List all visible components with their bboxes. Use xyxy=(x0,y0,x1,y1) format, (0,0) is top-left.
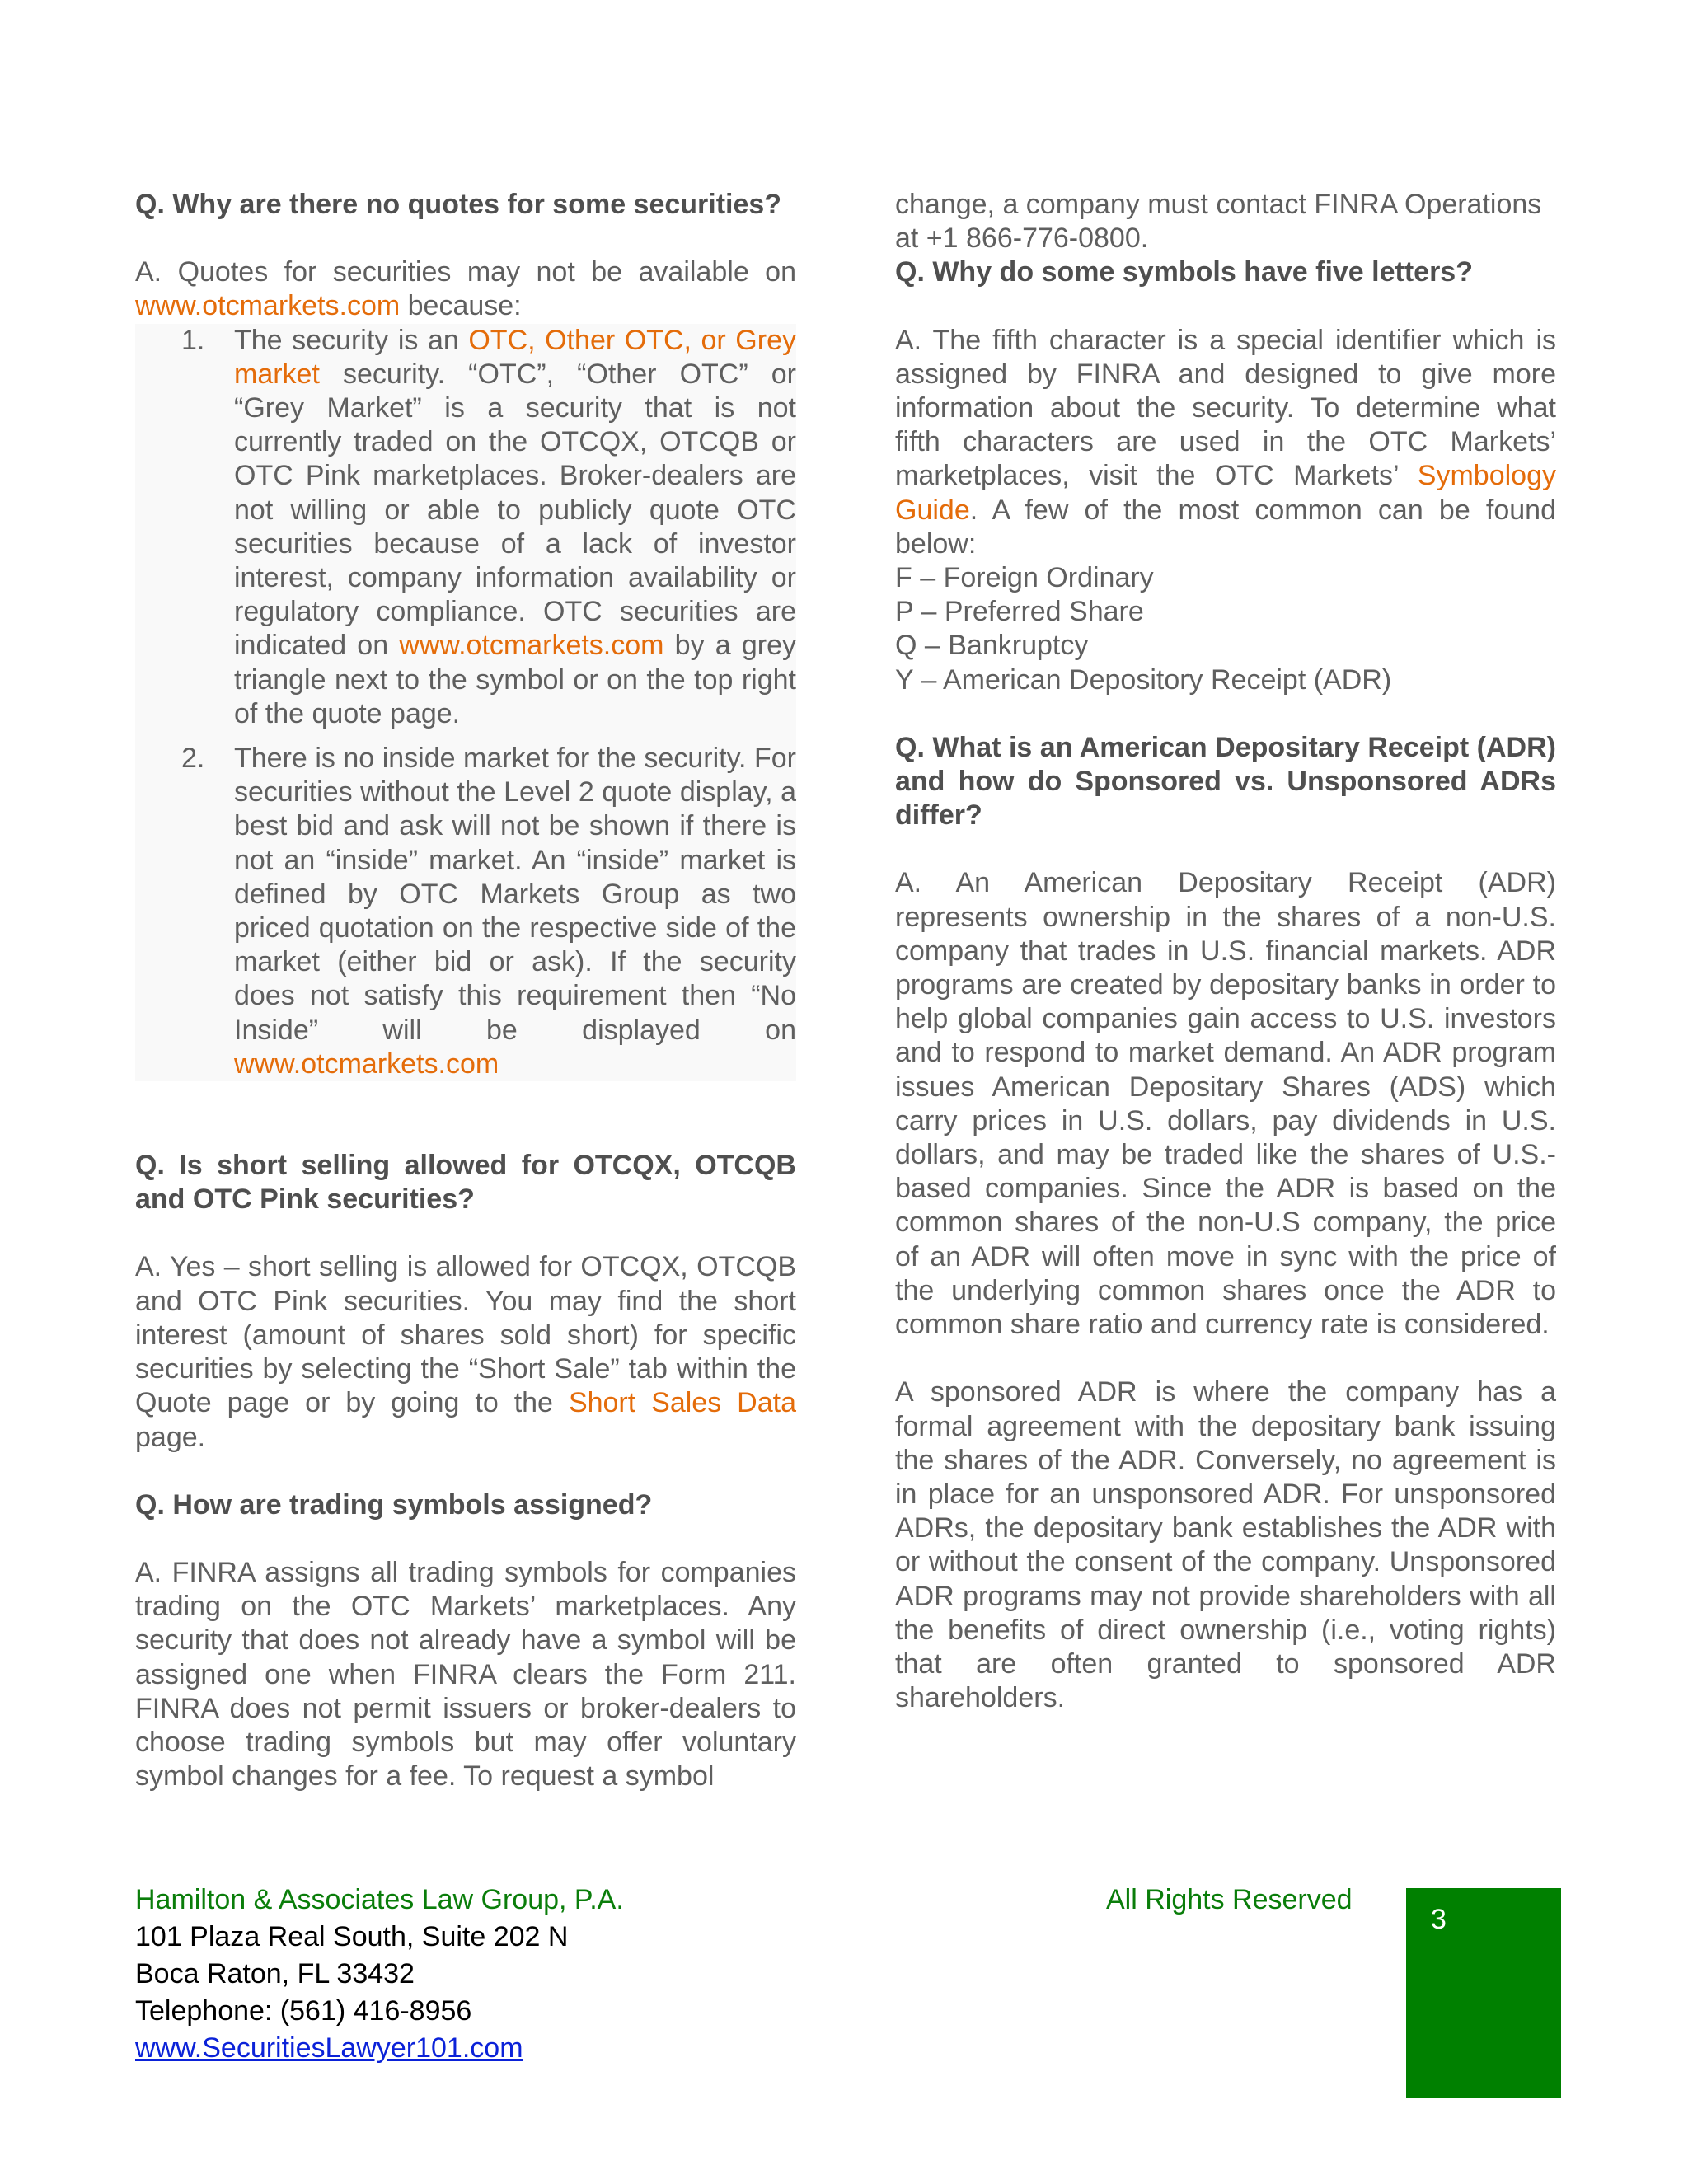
list-item: 1. The security is an OTC, Other OTC, or Grey market security. “OTC”, “Other OTC” or “Grey Market” is a security that is not currently traded on the OTCQX, OTCQB or OTC Pink marketplaces. Broker-dealers are not willing or able to publicly quote OTC securities because of a lack of investor interest, company information availability or regulatory compliance. OTC securities are indicated on www.otcmarkets.com by a grey triangle next to the symbol or on the top right of the quote page. xyxy=(181,324,796,729)
question-adr: Q. What is an American Depositary Receipt (ADR) and how do Sponsored vs. Unsponsored ADRs differ? xyxy=(895,731,1556,832)
answer-trading-symbols-continued: change, a company must contact FINRA Operations at +1 866-776-0800. xyxy=(895,189,1542,255)
list-number: 2. xyxy=(181,743,205,775)
website-link[interactable]: www.SecuritiesLawyer101.com xyxy=(135,2032,523,2064)
left-column xyxy=(135,188,796,1793)
answer-short-selling: A. Yes – short selling is allowed for OTCQX, OTCQB and OTC Pink securities. You may find the short interest (amount of shares sold short) for specific securities by selecting the “Short Sale” tab within the Quote page or by going to the Short Sales Data page. xyxy=(135,1251,796,1453)
short-sales-data-link[interactable]: Short Sales Data xyxy=(568,1387,796,1419)
code-item: P – Preferred Share xyxy=(895,596,1144,628)
answer-five-letters: A. The fifth character is a special identifier which is assigned by FINRA and designed to give more information about the security. To determine what fifth characters are used in the OTC Markets’ marketplaces, visit the OTC Markets’ Symbology Guide. A few of the most common can be found below: xyxy=(895,324,1556,560)
telephone: Telephone: (561) 416-8956 xyxy=(135,1995,472,2027)
code-item: Q – Bankruptcy xyxy=(895,630,1089,662)
otc-grey-market-link[interactable]: OTC, Other OTC, or Grey market xyxy=(234,324,796,390)
code-item: F – Foreign Ordinary xyxy=(895,562,1154,594)
otcmarkets-link[interactable]: www.otcmarkets.com xyxy=(399,630,664,662)
address-line-2: Boca Raton, FL 33432 xyxy=(135,1958,415,1990)
answer-adr-paragraph-1: A. An American Depositary Receipt (ADR) represents ownership in the shares of a non-U.S. company that trades in U.S. financial markets. ADR programs are created by depositary banks in order to help global companies gain access to U.S. investors and to respond to market demand. An ADR program issues American Depositary Shares (ADS) which carry prices in U.S. dollars, pay dividends in U.S. dollars, and may be traded like the shares of U.S.-based companies. Since the ADR is based on the common shares of the non-U.S company, the price of an ADR will often move in sync with the price of the underlying common shares once the ADR to common share ratio and currency rate is considered. xyxy=(895,867,1556,1341)
page-number-box xyxy=(1406,1888,1561,2098)
symbology-guide-link[interactable]: Symbology Guide xyxy=(895,460,1556,526)
otcmarkets-link[interactable]: www.otcmarkets.com xyxy=(135,290,401,322)
page-number: 3 xyxy=(1431,1904,1447,1935)
answer-trading-symbols: A. FINRA assigns all trading symbols for companies trading on the OTC Markets’ marketplaces. Any security that does not already have a symbol will be assigned one when FINRA clears the Form 211. FINRA does not permit issuers or broker-dealers to choose trading symbols but may offer voluntary symbol changes for a fee. To request a symbol xyxy=(135,1556,796,1793)
all-rights-reserved: All Rights Reserved xyxy=(1106,1884,1353,1915)
address-line-1: 101 Plaza Real South, Suite 202 N xyxy=(135,1921,569,1952)
reasons-list xyxy=(135,324,796,1081)
otcmarkets-link[interactable]: www.otcmarkets.com xyxy=(234,1047,499,1080)
question-trading-symbols: Q. How are trading symbols assigned? xyxy=(135,1488,653,1521)
answer-adr-paragraph-2: A sponsored ADR is where the company has a formal agreement with the depositary bank issuing the shares of the ADR. Conversely, no agreement is in place for an unsponsored ADR. For unsponsored ADRs, the depositary bank establishes the ADR with or without the consent of the company. Unsponsored ADR programs may not provide shareholders with all the benefits of direct ownership (i.e., voting rights) that are often granted to sponsored ADR shareholders. xyxy=(895,1376,1556,1714)
question-five-letters: Q. Why do some symbols have five letters? xyxy=(895,256,1473,288)
footer-contact xyxy=(135,1882,624,2067)
question-no-quotes: Q. Why are there no quotes for some securities? xyxy=(135,189,782,220)
list-item: 2. There is no inside market for the security. For securities without the Level 2 quote display, a best bid and ask will not be shown if there is not an “inside” market. An “inside” market is defined by OTC Markets Group as two priced quotation on the respective side of the market (either bid or ask). If the security does not satisfy this requirement then “No Inside” will be displayed on www.otcmarkets.com xyxy=(181,743,796,1080)
code-item: Y – American Depository Receipt (ADR) xyxy=(895,663,1392,696)
answer-no-quotes-intro: A. Quotes for securities may not be available on www.otcmarkets.com because: xyxy=(135,256,796,322)
list-number: 1. xyxy=(181,324,205,356)
firm-name: Hamilton & Associates Law Group, P.A. xyxy=(135,1884,624,1915)
right-column xyxy=(895,188,1556,1715)
question-short-selling: Q. Is short selling allowed for OTCQX, OTCQB and OTC Pink securities? xyxy=(135,1150,796,1216)
